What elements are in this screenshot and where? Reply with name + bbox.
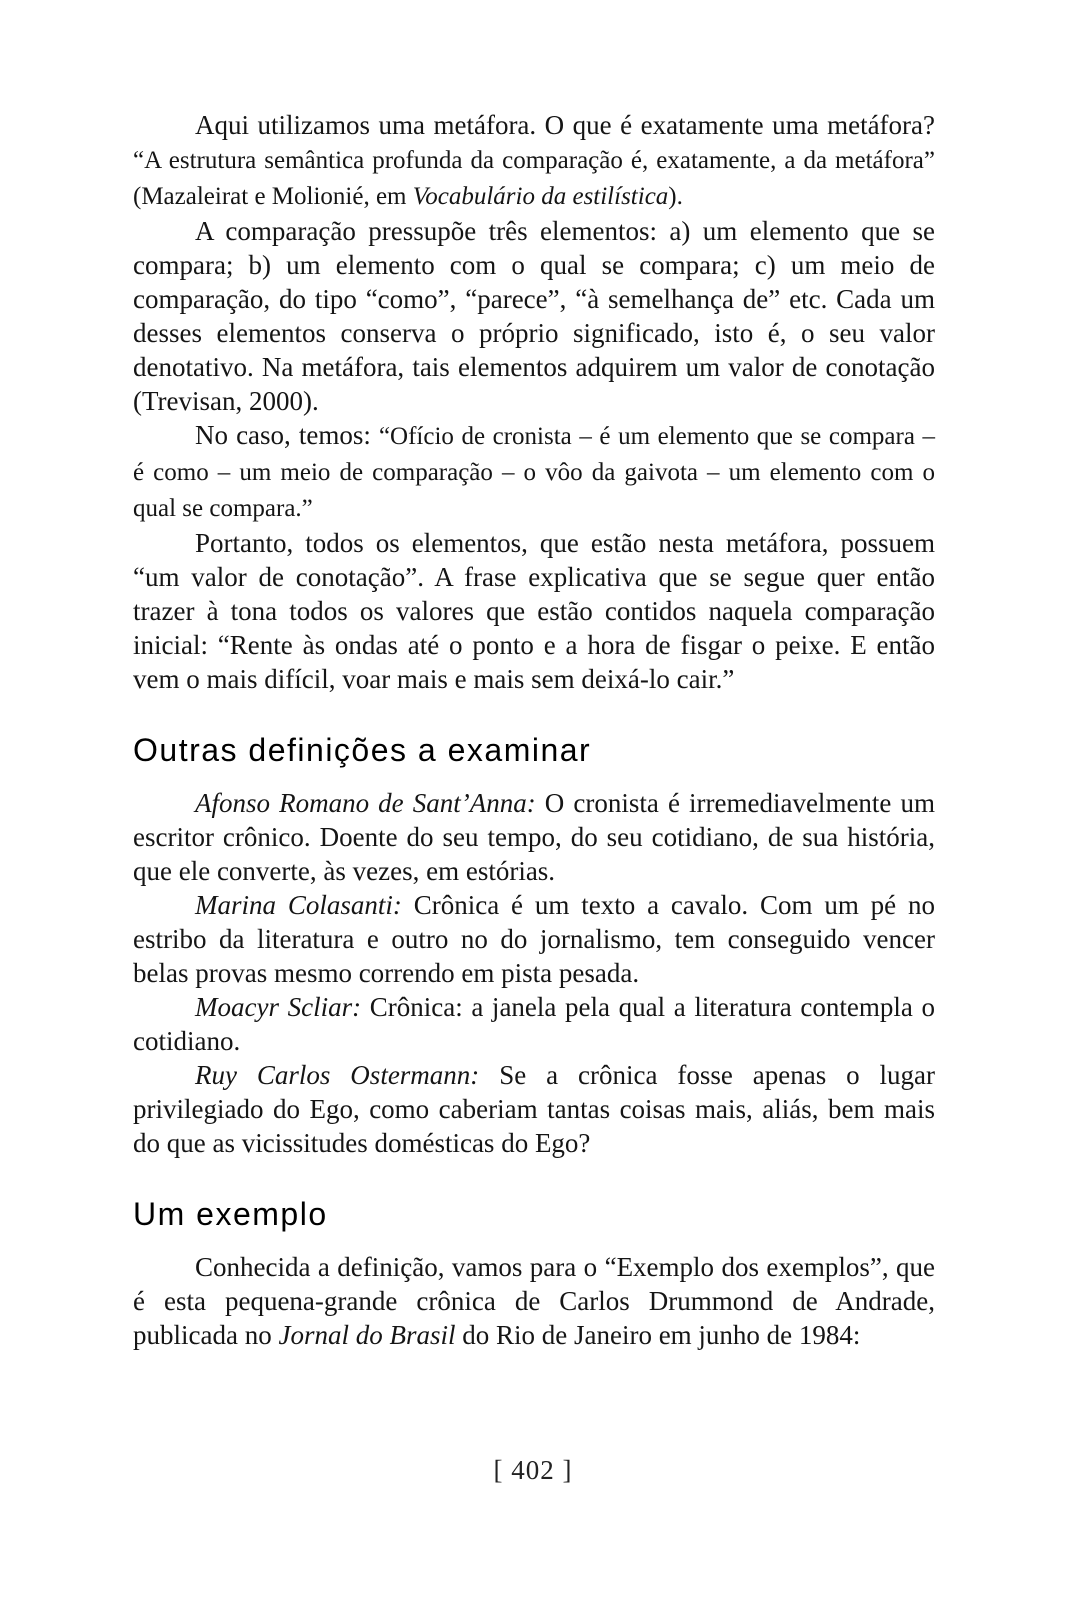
paragraph-ruy (133, 1058, 935, 1160)
text-segment: Portanto, todos os elementos, que estão nesta metáfora, possuem “um valor de conotação”. A frase explicativa que se segue quer então trazer à tona todos os valores que estão contidos naquela comparação inicial: “Rente às ondas até o ponto e a hora de fisgar o peixe. E então vem o mais difícil, voar mais e mais sem deixá-lo cair.” (133, 528, 935, 694)
text-segment: No caso, temos: (195, 420, 379, 450)
book-title-vocabulario: Vocabulário da estilística (412, 183, 669, 210)
text-segment: ). (668, 183, 683, 210)
section-heading-outras-definicoes: Outras definições a examinar (133, 732, 592, 768)
text-segment: Aqui utilizamos uma metáfora. O que é exatamente uma metáfora? (195, 110, 935, 140)
newspaper-title-jornal-do-brasil: Jornal do Brasil (278, 1320, 456, 1350)
quote-segment: “Ofício de cronista – é um elemento que se compara – é como – um meio de comparação – o vôo da gaivota – um elemento com o qual se compara.” (133, 423, 935, 522)
author-name-marina: Marina Colasanti: (195, 890, 402, 920)
paragraph-comparacao (133, 214, 935, 418)
text-segment: O cronista é irremediavelmente um escritor crônico. Doente do seu tempo, do seu cotidiano, de sua história, que ele converte, às vezes, em estórias. (133, 788, 935, 886)
paragraph-marina (133, 888, 935, 990)
section-heading-um-exemplo: Um exemplo (133, 1196, 328, 1232)
text-segment: A comparação pressupõe três elementos: a) um elemento que se compara; b) um elemento com o qual se compara; c) um meio de comparação, do tipo “como”, “parece”, “à semelhança de” etc. Cada um desses elementos conserva o próprio significado, isto é, o seu valor denotativo. Na metáfora, tais elementos adquirem um valor de conotação (Trevisan, 2000). (133, 216, 935, 416)
author-name-moacyr: Moacyr Scliar: (195, 992, 362, 1022)
text-segment: Crônica: a janela pela qual a literatura contempla o cotidiano. (133, 992, 936, 1056)
quote-segment: “A estrutura semântica profunda da comparação é, exatamente, a da metáfora” (Mazaleirat e Molionié, em (133, 147, 935, 210)
author-name-ruy: Ruy Carlos Ostermann: (195, 1060, 480, 1090)
text-segment: Conhecida a definição, vamos para o “Exemplo dos exemplos”, que é esta pequena-grande crônica de Carlos Drummond de Andrade, publicada no (133, 1252, 935, 1350)
paragraph-portanto (133, 526, 935, 696)
author-name-afonso: Afonso Romano de Sant’Anna: (195, 788, 536, 818)
text-segment: do Rio de Janeiro em junho de 1984: (455, 1320, 861, 1350)
paragraph-no-caso (133, 418, 935, 526)
page-number: [ 402 ] (493, 1455, 573, 1485)
paragraph-conhecida (133, 1250, 935, 1352)
text-segment: Crônica é um texto a cavalo. Com um pé no estribo da literatura e outro no do jornalismo, tem conseguido vencer belas provas mesmo correndo em pista pesada. (133, 890, 936, 988)
text-segment: Se a crônica fosse apenas o lugar privilegiado do Ego, como caberiam tantas coisas mais, aliás, bem mais do que as vicissitudes domésticas do Ego? (133, 1060, 935, 1158)
paragraph-moacyr (133, 990, 935, 1058)
paragraph-metafora (133, 108, 935, 214)
paragraph-afonso (133, 786, 935, 888)
